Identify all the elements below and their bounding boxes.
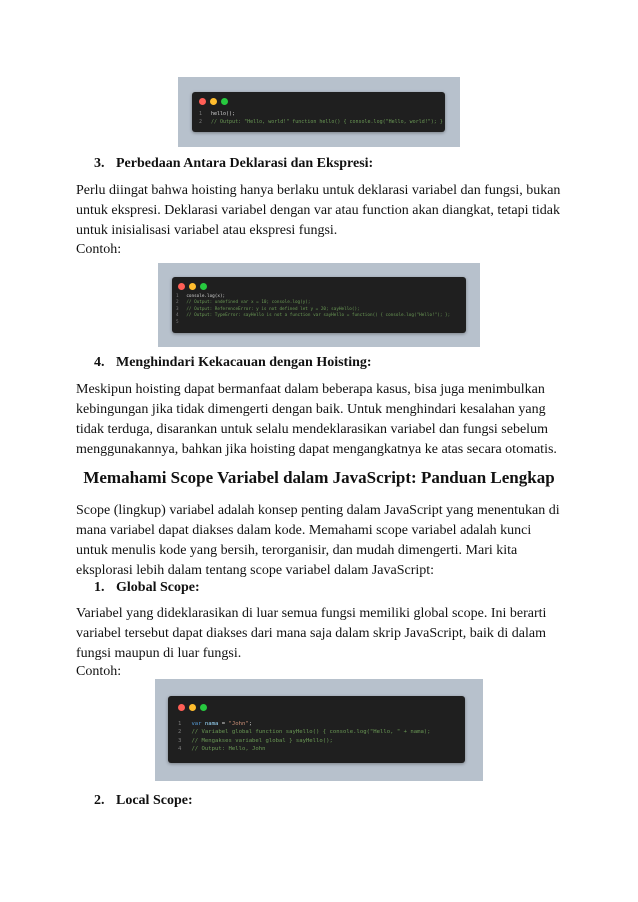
code-screenshot — [155, 679, 483, 781]
heading-local-scope — [94, 793, 193, 809]
code-lines — [176, 294, 450, 326]
code-token: // Output: Hello, John — [191, 746, 266, 753]
code-line — [199, 119, 443, 127]
line-number: 2 — [199, 118, 203, 125]
code-token: // Output: "Hello, world!" function hello() { console.log("Hello, world!"); } — [211, 118, 443, 125]
line-number: 1 — [199, 111, 203, 117]
code-token: nama — [204, 721, 219, 727]
code-token: var — [191, 721, 205, 727]
code-token: // Output: TypeError: sayHello is not a function var sayHello = function() { console.log("Hello!"); }; — [186, 313, 451, 319]
window-controls — [178, 283, 207, 290]
paragraph-global-scope: Variabel yang dideklarasikan di luar semua fungsi memiliki global scope. Ini berarti variabel tersebut dapat diakses dari mana saja dalam skrip JavaScript, baik di dalam fungsi maupun di luar fungsi. — [76, 606, 547, 661]
window-controls — [199, 98, 228, 105]
maximize-dot-icon — [221, 98, 228, 105]
code-token: // Variabel global function sayHello() { console.log("Hello, " + nama); — [191, 729, 431, 736]
code-token: // Output: undefined var x = 10; console.log(y); — [186, 300, 311, 306]
line-number: 2 — [178, 729, 182, 736]
heading-avoid-confusion — [94, 355, 372, 371]
list-number: 3. — [94, 156, 105, 171]
maximize-dot-icon — [200, 704, 207, 711]
code-lines — [178, 720, 431, 754]
line-number: 4 — [178, 746, 182, 753]
code-lines — [199, 111, 443, 126]
line-number: 2 — [176, 300, 179, 306]
list-number: 2. — [94, 793, 105, 808]
code-line — [176, 320, 450, 326]
paragraph-avoid-hoisting: Meskipun hoisting dapat bermanfaat dalam beberapa kasus, bisa juga menimbulkan kebingungan jika tidak dimengerti dengan baik. Untuk menghindari kesalahan yang tidak terduga, disarankan untuk selalu mendeklarasikan variabel dan fungsi sebelum menggunakannya, bahkan jika hoisting dapat mengangkatnya ke atas secara otomatis. — [76, 382, 557, 457]
heading-text: Perbedaan Antara Deklarasi dan Ekspresi: — [116, 156, 374, 171]
close-dot-icon — [178, 704, 185, 711]
maximize-dot-icon — [200, 283, 207, 290]
line-number: 3 — [178, 737, 182, 744]
code-token: hello(); — [211, 111, 236, 117]
window-controls — [178, 704, 207, 711]
code-window — [168, 696, 465, 763]
list-number: 4. — [94, 355, 105, 370]
minimize-dot-icon — [189, 704, 196, 711]
code-screenshot — [158, 263, 480, 347]
code-window — [192, 92, 445, 132]
code-token: = — [218, 721, 229, 727]
list-number: 1. — [94, 580, 105, 595]
line-number: 3 — [176, 306, 179, 312]
heading-text: Menghindari Kekacauan dengan Hoisting: — [116, 355, 372, 370]
code-line — [178, 737, 431, 745]
example-label: Contoh: — [76, 664, 122, 679]
close-dot-icon — [199, 98, 206, 105]
code-token: "John" — [228, 721, 249, 727]
code-window — [172, 277, 466, 333]
heading-text: Local Scope: — [116, 793, 193, 808]
line-number: 4 — [176, 313, 179, 319]
heading-global-scope — [94, 580, 200, 596]
minimize-dot-icon — [210, 98, 217, 105]
code-line — [178, 728, 431, 736]
line-number: 1 — [178, 721, 182, 727]
code-line — [178, 745, 431, 753]
code-token: // Mengakses variabel global } sayHello(); — [191, 737, 333, 744]
section-title: Memahami Scope Variabel dalam JavaScript: Panduan Lengkap — [83, 468, 555, 487]
line-number: 5 — [176, 319, 179, 325]
code-token: // Output: ReferenceError: y is not defined let y = 20; sayHello(); — [186, 306, 360, 312]
code-line — [199, 111, 443, 119]
minimize-dot-icon — [189, 283, 196, 290]
line-number: 1 — [176, 294, 179, 299]
paragraph-scope-intro: Scope (lingkup) variabel adalah konsep penting dalam JavaScript yang menentukan di mana variabel dapat diakses dalam kode. Memahami scope variabel adalah kunci untuk menulis kode yang bersih, terorganisir, dan mudah dimengerti. Mari kita eksplorasi lebih dalam tentang scope variabel dalam JavaScript: — [76, 503, 560, 578]
heading-differences — [94, 156, 373, 172]
code-line — [178, 720, 431, 728]
paragraph-declaration-expression: Perlu diingat bahwa hoisting hanya berlaku untuk deklarasi variabel dan fungsi, bukan untuk ekspresi. Deklarasi variabel dengan var atau function akan diangkat, tetapi tidak untuk inisialisasi variabel atau ekspresi fungsi. — [76, 183, 561, 238]
code-token: ; — [248, 721, 253, 727]
heading-text: Global Scope: — [116, 580, 200, 595]
code-token: console.log(x); — [186, 294, 226, 299]
code-line — [176, 313, 450, 319]
example-label: Contoh: — [76, 242, 122, 257]
close-dot-icon — [178, 283, 185, 290]
code-screenshot — [178, 77, 460, 147]
